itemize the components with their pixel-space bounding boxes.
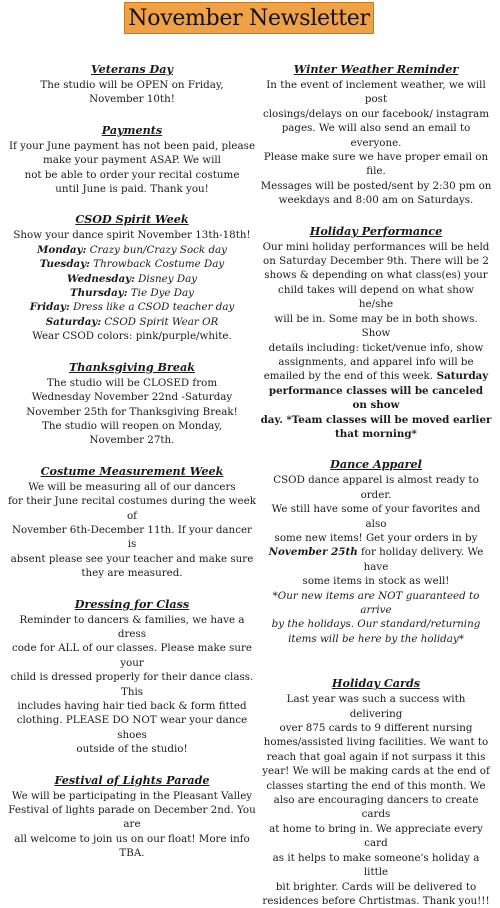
dance-apparel-section: [260, 457, 492, 646]
text-line: outside of the studio!: [76, 743, 188, 756]
text-line: as it helps to make someone's holiday a little: [272, 851, 480, 879]
text-line: classes starting the end of this month. We: [266, 779, 486, 792]
section-heading: Veterans Day: [91, 62, 173, 76]
text-line: clothing. PLEASE DO NOT wear your dance shoes: [16, 714, 248, 741]
section-heading: Dance Apparel: [330, 457, 422, 472]
thanksgiving-section: [8, 360, 256, 448]
day-label: Monday:: [36, 243, 87, 256]
bold-line: day. *Team classes will be moved earlier: [260, 413, 492, 426]
italic-line: items will be here by the holiday*: [288, 632, 464, 645]
dressing-for-class-section: [8, 597, 256, 757]
day-activity: Tie Dye Day: [127, 287, 194, 300]
spirit-week-section: [8, 212, 256, 343]
text-line: details including: ticket/venue info, show: [268, 341, 484, 354]
section-heading: Holiday Performance: [309, 223, 443, 238]
spirit-day: [8, 257, 256, 271]
day-label: Saturday:: [45, 315, 102, 328]
bold-text-run: Saturday: [433, 370, 489, 383]
text-line: shows & depending on what class(es) your: [264, 269, 488, 282]
text-line: weekdays and 8:00 am on Saturdays.: [278, 194, 474, 207]
text-run: for holiday delivery. We have: [357, 546, 484, 573]
text-line: Wednesday November 22nd -Saturday: [31, 391, 233, 404]
day-label: Thursday:: [70, 287, 128, 300]
text-line: We will be measuring all of our dancers: [28, 480, 236, 493]
italic-line: by the holidays. Our standard/returning: [271, 618, 481, 631]
spirit-day: [8, 286, 256, 300]
text-line: all welcome to join us on our float! More info TBA.: [14, 832, 250, 860]
text-line: [260, 545, 492, 574]
day-activity: Disney Day: [134, 272, 198, 285]
text-line: they are measured.: [81, 567, 183, 580]
text-line: Last year was such a success with delivering: [286, 693, 466, 720]
text-line: reach that goal again if not surpass it this: [266, 750, 486, 763]
text-line: The studio will reopen on Monday,: [42, 419, 222, 432]
section-heading: Winter Weather Reminder: [293, 62, 459, 76]
text-line: not be able to order your recital costume: [24, 168, 240, 181]
text-line: Our mini holiday performances will be held: [262, 240, 490, 253]
section-heading: Payments: [101, 122, 163, 137]
day-activity: Crazy bun/Crazy Sock day: [86, 243, 227, 256]
text-line: child takes will depend on what show he/she: [278, 283, 474, 311]
text-line: If your June payment has not been paid, please: [8, 139, 256, 152]
text-line: absent please see your teacher and make sure: [10, 552, 254, 565]
section-heading: CSOD Spirit Week: [75, 212, 189, 227]
text-line: Wear CSOD colors: pink/purple/white.: [32, 330, 232, 343]
text-line: year! We will be making cards at the end of: [262, 765, 490, 778]
day-activity: CSOD Spirit Wear OR: [101, 315, 219, 328]
text-line: closings/delays on our facebook/ instagram: [262, 107, 490, 120]
text-line: Messages will be posted/sent by 2:30 pm on: [260, 179, 492, 192]
spirit-day: [8, 315, 256, 329]
text-line: on Saturday December 9th. There will be 2: [263, 255, 489, 268]
text-line: assignments, and apparel info will be: [278, 355, 474, 368]
holiday-performance-section: [260, 224, 492, 442]
text-line: residences before Chrtistmas. Thank you!!!: [262, 894, 490, 907]
festival-parade-section: [8, 773, 256, 861]
text-line: some items in stock as well!: [302, 575, 450, 588]
text-line: We will be participating in the Pleasant Valley: [11, 789, 253, 802]
section-heading: Festival of Lights Parade: [54, 772, 210, 787]
text-line: In the event of inclement weather, we will post: [266, 79, 486, 106]
text-line: code for ALL of our classes. Please make sure your: [11, 642, 253, 669]
text-line: CSOD dance apparel is almost ready to order.: [273, 474, 479, 501]
text-line: at home to bring in. We appreciate every card: [269, 822, 483, 850]
italic-line: *Our new items are NOT guaranteed to arrive: [272, 589, 480, 616]
text-line: The studio will be OPEN on Friday,: [40, 79, 224, 91]
text-line: November 10th!: [89, 93, 175, 106]
text-line: make your payment ASAP. We will: [43, 154, 221, 167]
text-line: also are encouraging dancers to create cards: [273, 794, 479, 821]
text-line: over 875 cards to 9 different nursing: [279, 722, 473, 735]
text-line: The studio will be CLOSED from: [46, 376, 218, 389]
bold-line: that morning*: [335, 427, 417, 440]
text-line: includes having hair tied back & form fitted: [17, 700, 247, 712]
right-column: [260, 62, 492, 908]
order-deadline: November 25th: [268, 546, 358, 559]
text-line: We still have some of your favorites and also: [271, 503, 481, 530]
day-activity: Throwback Costume Day: [90, 258, 225, 271]
section-heading: Costume Measurement Week: [40, 463, 224, 478]
payments-section: [8, 123, 256, 197]
text-line: November 27th.: [89, 434, 175, 447]
day-label: Friday:: [29, 301, 70, 314]
spirit-day: [8, 243, 256, 257]
text-line: homes/assisted living facilities. We want to: [263, 736, 489, 749]
left-column: [8, 62, 256, 861]
winter-weather-section: [260, 62, 492, 208]
text-line: Festival of lights parade on December 2nd. You are: [8, 804, 256, 831]
bold-line: performance classes will be canceled on show: [268, 384, 484, 412]
text-line: pages. We will also send an email to everyone.: [281, 122, 471, 149]
veterans-day-section: [8, 62, 256, 107]
holiday-cards-section: [260, 676, 492, 908]
text-line: Please make sure we have proper email on file.: [263, 151, 489, 178]
spirit-day: [8, 300, 256, 314]
text-line: until June is paid. Thank you!: [55, 183, 209, 196]
day-label: Wednesday:: [66, 272, 135, 285]
day-label: Tuesday:: [39, 258, 90, 271]
text-line: some new items! Get your orders in by: [274, 531, 478, 544]
text-line: for their June recital costumes during the week of: [8, 495, 256, 522]
title-banner: [124, 2, 374, 34]
text-line: child is dressed properly for their dance class. This: [10, 671, 254, 698]
text-run: emailed by the end of this week.: [263, 370, 434, 383]
page-title: November Newsletter: [128, 5, 370, 31]
costume-measurement-section: [8, 464, 256, 581]
text-line: will be in. Some may be in both shows. Show: [274, 312, 478, 340]
day-activity: Dress like a CSOD teacher day: [69, 301, 235, 314]
text-line: Reminder to dancers & families, we have a dress: [19, 613, 245, 640]
spirit-day: [8, 272, 256, 286]
text-line: Show your dance spirit November 13th-18th!: [13, 229, 251, 242]
text-line: [260, 369, 492, 383]
section-heading: Holiday Cards: [331, 676, 421, 691]
section-heading: Thanksgiving Break: [68, 359, 196, 374]
section-heading: Dressing for Class: [74, 596, 190, 611]
text-line: November 25th for Thanksgiving Break!: [26, 405, 238, 418]
text-line: bit brighter. Cards will be delivered to: [275, 880, 477, 893]
text-line: November 6th-December 11th. If your dancer is: [12, 523, 252, 551]
